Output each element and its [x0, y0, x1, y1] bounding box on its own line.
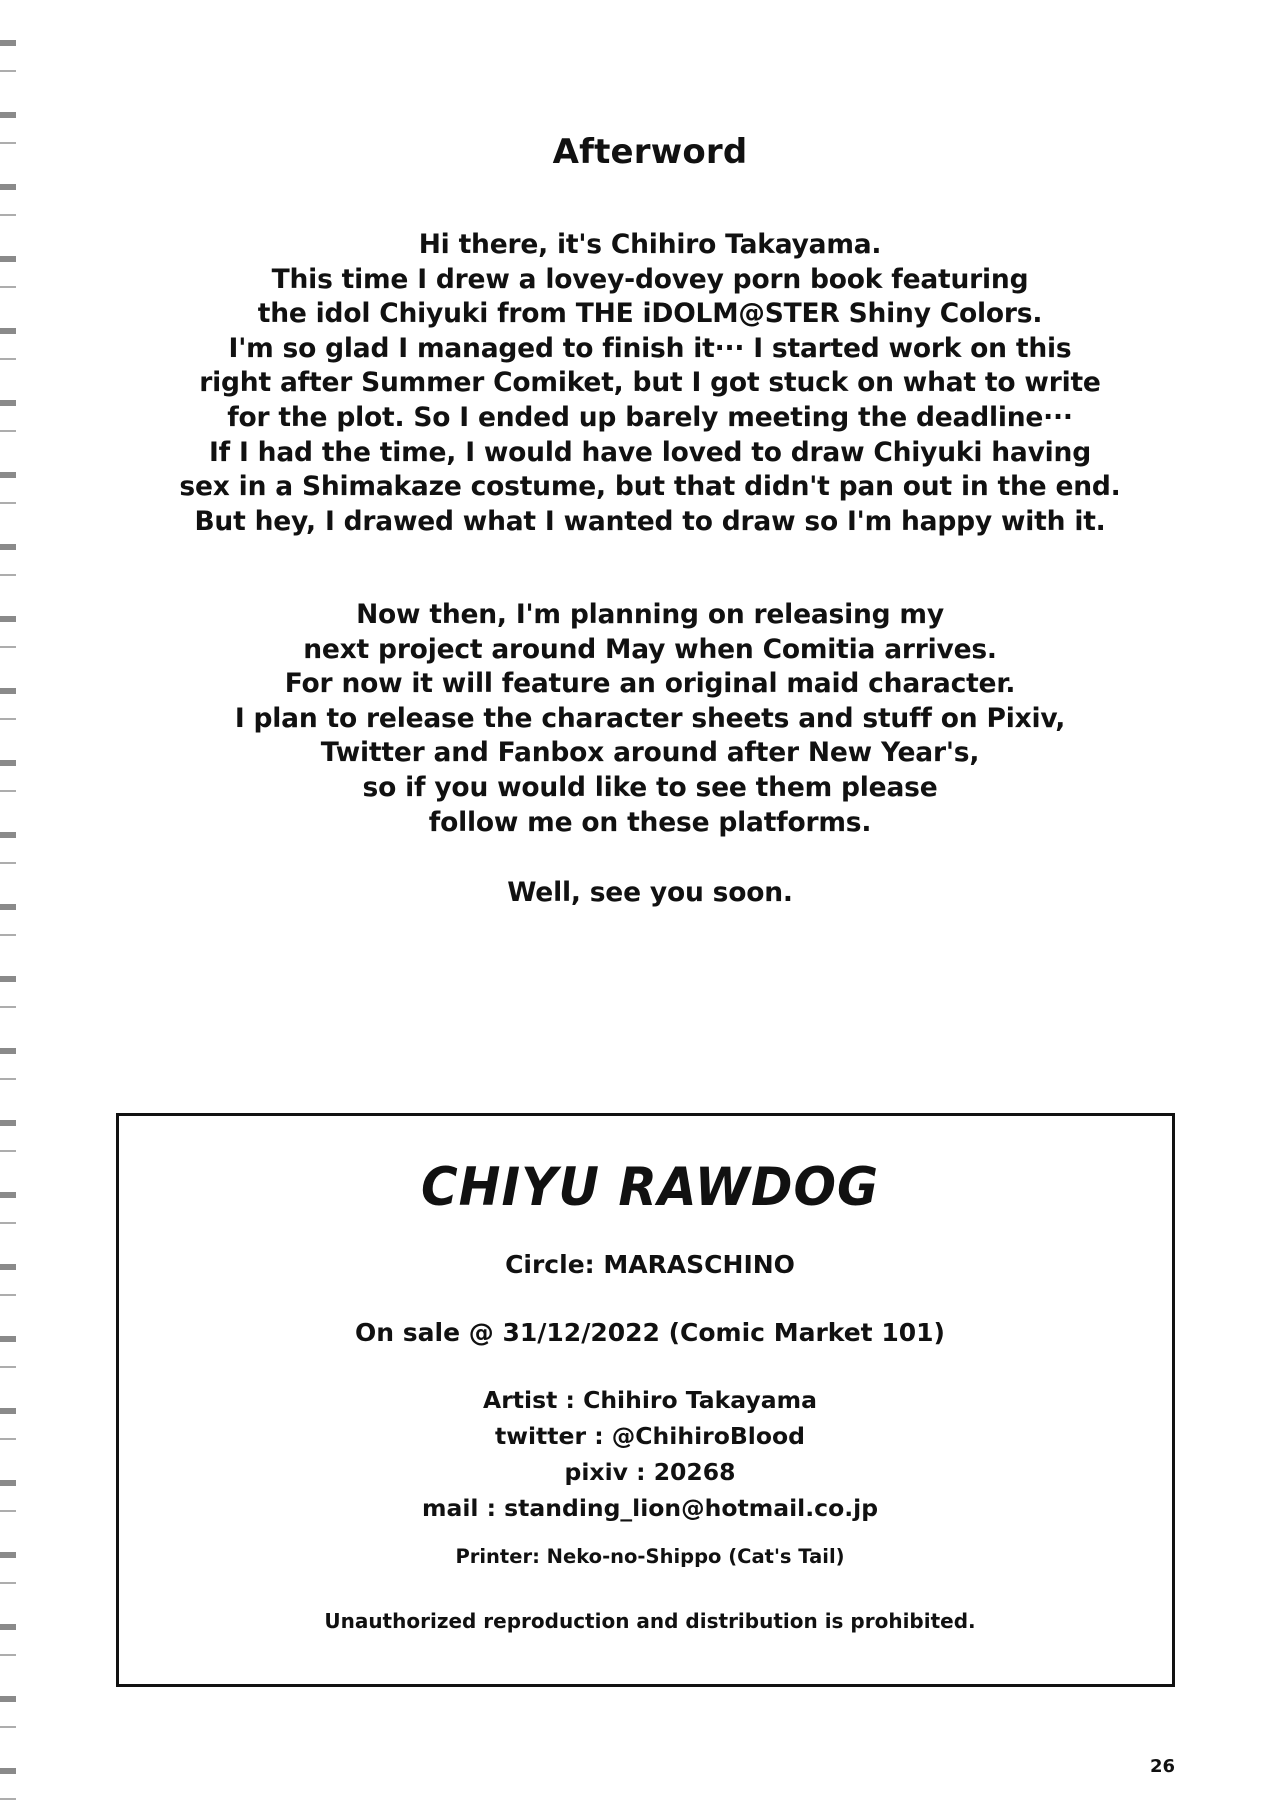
- text-line: next project around May when Comitia arrives.: [303, 633, 997, 665]
- text-line: For now it will feature an original maid character.: [284, 668, 1016, 700]
- text-line: I'm so glad I managed to finish it··· I started work on this: [228, 332, 1072, 364]
- book-title: CHIYU RAWDOG: [420, 1156, 880, 1218]
- artist-contacts: [0, 1382, 1280, 1526]
- text-line: sex in a Shimakaze costume, but that didn't pan out in the end.: [179, 471, 1121, 503]
- text-line: Hi there, it's Chihiro Takayama.: [418, 229, 882, 260]
- afterword-paragraph-1: [0, 228, 1280, 539]
- mail-address: mail : standing_lion@hotmail.co.jp: [421, 1494, 879, 1522]
- text-line: so if you would like to see them please: [362, 771, 938, 803]
- artist-name: Artist : Chihiro Takayama: [483, 1386, 817, 1414]
- text-line: Twitter and Fanbox around after New Year's,: [320, 737, 980, 769]
- text-line: If I had the time, I would have loved to draw Chiyuki having: [208, 436, 1091, 468]
- afterword-closing: [0, 876, 1280, 911]
- copyright-notice: Unauthorized reproduction and distribution is prohibited.: [324, 1609, 976, 1633]
- circle-name: Circle: MARASCHINO: [505, 1250, 795, 1279]
- text-line: I plan to release the character sheets and stuff on Pixiv,: [234, 702, 1066, 734]
- pixiv-id: pixiv : 20268: [564, 1458, 736, 1486]
- page-number: 26: [1149, 1756, 1175, 1777]
- text-line: This time I drew a lovey-dovey porn book featuring: [271, 263, 1029, 295]
- afterword-paragraph-2: [0, 598, 1280, 840]
- text-line: the idol Chiyuki from THE iDOLM@STER Shiny Colors.: [257, 298, 1043, 330]
- text-line: Well, see you soon.: [507, 877, 793, 908]
- text-line: Now then, I'm planning on releasing my: [356, 599, 944, 630]
- text-line: But hey, I drawed what I wanted to draw so I'm happy with it.: [194, 505, 1106, 537]
- afterword-title: Afterword: [552, 132, 748, 172]
- sale-date: On sale @ 31/12/2022 (Comic Market 101): [355, 1318, 945, 1347]
- text-line: for the plot. So I ended up barely meeting the deadline···: [227, 401, 1073, 433]
- text-line: follow me on these platforms.: [428, 806, 872, 838]
- text-line: right after Summer Comiket, but I got stuck on what to write: [199, 367, 1101, 399]
- printer-name: Printer: Neko-no-Shippo (Cat's Tail): [455, 1545, 845, 1568]
- twitter-handle: twitter : @ChihiroBlood: [495, 1422, 805, 1450]
